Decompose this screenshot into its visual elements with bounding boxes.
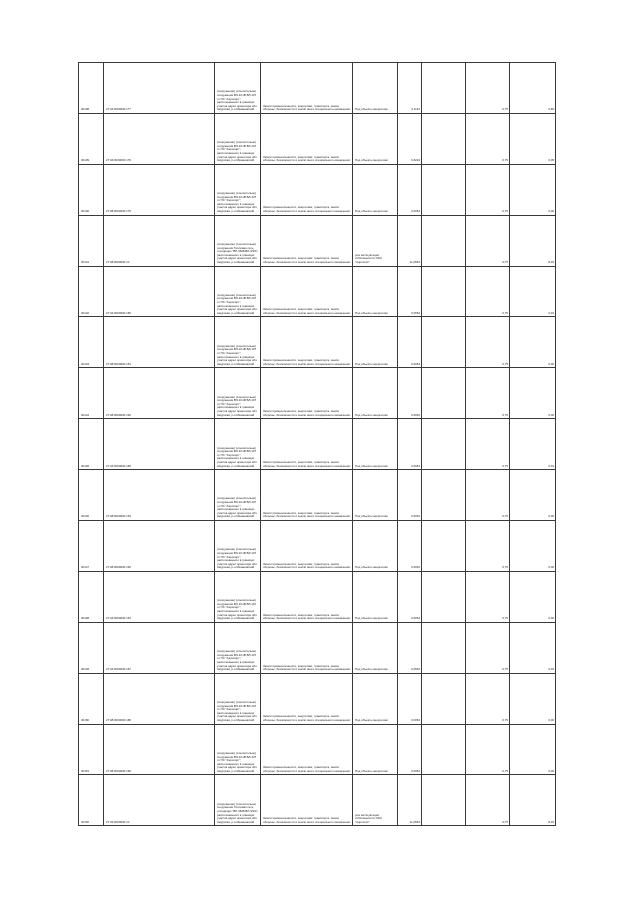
cell-row-number: 30150 <box>79 673 104 724</box>
cell-object-description: (сооружение) (относительно) сооружения ВЛ-10 кВ ВЛ-107 от ПС "Аэропорт", расположенного в границах участка адрес ориентира обл. Амурская, р-н Мазановский <box>215 470 261 521</box>
cell-empty <box>422 63 466 114</box>
cell-cadastral-number: 27:08:0000000:179 <box>104 164 215 215</box>
cell-permitted-use: Под объекты энергетики <box>353 571 398 622</box>
cell-rate: 0,75 <box>466 164 510 215</box>
cell-object-description: (сооружение) (относительно) сооружения ВЛ-10 кВ ВЛ-107 от ПС "Аэропорт", расположенного в границах участка адрес ориентира обл. Амурская, р-н Мазановский <box>215 724 261 775</box>
table-row <box>79 164 556 215</box>
cell-rate: 0,75 <box>466 113 510 164</box>
cell-area: 0,0054 <box>398 724 422 775</box>
cell-land-category: Земли промышленности, энергетики, транспорта, земли обороны, безопасности и земли иного специального назначения <box>261 673 353 724</box>
cell-sum: 0,04 <box>510 266 556 317</box>
cell-row-number: 30141 <box>79 215 104 266</box>
cell-row-number: 30139 <box>79 113 104 164</box>
table-body <box>79 63 556 826</box>
table-row <box>79 521 556 572</box>
cell-rate: 0,75 <box>466 419 510 470</box>
cell-empty <box>422 266 466 317</box>
table-row <box>79 673 556 724</box>
cell-sum: 0,00 <box>510 368 556 419</box>
cell-cadastral-number: 27:08:0000000:154 <box>104 470 215 521</box>
cell-empty <box>422 571 466 622</box>
cell-empty <box>422 419 466 470</box>
cell-object-description: (сооружение) (относительно) сооружения Тепловая сеть, отходящих "ВЛ-35кВ ВЛ-3/3/4", расположенного в границах участка адрес ориентира обл. Амурская, р-н Мазановский <box>215 775 261 826</box>
cell-permitted-use: Под объекты энергетики <box>353 164 398 215</box>
cell-permitted-use: Под объекты энергетики <box>353 419 398 470</box>
cell-object-description: (сооружение) (относительно) сооружения ВЛ-10 кВ ВЛ-107 от ПС "Аэропорт", расположенного в границах участка адрес ориентира обл. Амурская, р-н Мазановский <box>215 63 261 114</box>
cell-object-description: (сооружение) (относительно) сооружения ВЛ-10 кВ ВЛ-107 от ПС "Аэропорт", расположенного в границах участка адрес ориентира обл. Амурская, р-н Мазановский <box>215 164 261 215</box>
cell-row-number: 30143 <box>79 317 104 368</box>
cell-cadastral-number: 27:04:0000000:148 <box>104 419 215 470</box>
cell-permitted-use: для эксплуатации собственности ОАО "Аэропорт" <box>353 775 398 826</box>
cell-rate: 0,75 <box>466 368 510 419</box>
table-row <box>79 622 556 673</box>
land-plots-table <box>78 62 556 826</box>
cell-land-category: Земли промышленности, энергетики, транспорта, земли обороны, безопасности и земли иного специального назначения <box>261 470 353 521</box>
table-row <box>79 317 556 368</box>
cell-land-category: Земли промышленности, энергетики, транспорта, земли обороны, безопасности и земли иного специального назначения <box>261 419 353 470</box>
table-row <box>79 571 556 622</box>
cell-land-category: Земли промышленности, энергетики, транспорта, земли обороны, безопасности и земли иного специального назначения <box>261 775 353 826</box>
cell-sum: 0,00 <box>510 724 556 775</box>
table-row <box>79 368 556 419</box>
cell-land-category: Земли промышленности, энергетики, транспорта, земли обороны, безопасности и земли иного специального назначения <box>261 724 353 775</box>
cell-permitted-use: Под объекты энергетики <box>353 724 398 775</box>
cell-object-description: (сооружение) (относительно) сооружения ВЛ-10 кВ ВЛ-107 от ПС "Аэропорт", расположенного в границах участка адрес ориентира обл. Амурская, р-н Мазановский <box>215 622 261 673</box>
cell-sum: 0,05 <box>510 113 556 164</box>
cell-cadastral-number: 27:04:0000000:164 <box>104 571 215 622</box>
cell-rate: 0,75 <box>466 521 510 572</box>
cell-empty <box>422 724 466 775</box>
cell-cadastral-number: 27:08:0000000:151 <box>104 317 215 368</box>
cell-row-number: 30147 <box>79 521 104 572</box>
cell-land-category: Земли промышленности, энергетики, транспорта, земли обороны, безопасности и земли иного специального назначения <box>261 266 353 317</box>
cell-sum: 0,00 <box>510 470 556 521</box>
cell-object-description: (сооружение) (относительно) сооружения ВЛ-10 кВ ВЛ-107 от ПС "Аэропорт", расположенного в границах участка адрес ориентира обл. Амурская, р-н Мазановский <box>215 419 261 470</box>
cell-area: 0,0054 <box>398 470 422 521</box>
cell-empty <box>422 521 466 572</box>
cell-sum: 8,29 <box>510 775 556 826</box>
cell-cadastral-number: 27:08:0000000:169 <box>104 724 215 775</box>
cell-land-category: Земли промышленности, энергетики, транспорта, земли обороны, безопасности и земли иного специального назначения <box>261 368 353 419</box>
cell-permitted-use: Под объекты энергетики <box>353 113 398 164</box>
cell-sum: 0,00 <box>510 521 556 572</box>
cell-row-number: 30152 <box>79 775 104 826</box>
cell-row-number: 30151 <box>79 724 104 775</box>
cell-rate: 0,75 <box>466 673 510 724</box>
cell-empty <box>422 164 466 215</box>
cell-object-description: (сооружение) (относительно) сооружения ВЛ-10 кВ ВЛ-107 от ПС "Аэропорт", расположенного в границах участка адрес ориентира обл. Амурская, р-н Мазановский <box>215 113 261 164</box>
cell-cadastral-number: 27:04:0000000:167 <box>104 622 215 673</box>
cell-cadastral-number: 27:04:0000000:177 <box>104 63 215 114</box>
cell-row-number: 30144 <box>79 368 104 419</box>
cell-area: 0,1144 <box>398 63 422 114</box>
cell-empty <box>422 622 466 673</box>
cell-row-number: 30142 <box>79 266 104 317</box>
cell-permitted-use: Под объекты энергетики <box>353 266 398 317</box>
cell-empty <box>422 470 466 521</box>
cell-rate: 0,75 <box>466 724 510 775</box>
cell-object-description: (сооружение) (относительно) сооружения Тепловая сеть, отходящих "ВЛ-35кВ ВЛ-3/3/4", расположенного в границах участка адрес ориентира обл. Амурская, р-н Мазановский <box>215 215 261 266</box>
table-row <box>79 724 556 775</box>
cell-rate: 0,75 <box>466 775 510 826</box>
cell-cadastral-number: 27:08:0000000:160 <box>104 521 215 572</box>
cell-area: 0,6224 <box>398 113 422 164</box>
cell-area: 0,0554 <box>398 266 422 317</box>
cell-object-description: (сооружение) (относительно) сооружения ВЛ-10 кВ ВЛ-107 от ПС "Аэропорт", расположенного в границах участка адрес ориентира обл. Амурская, р-н Мазановский <box>215 266 261 317</box>
cell-empty <box>422 673 466 724</box>
table-row <box>79 266 556 317</box>
cell-sum: 0,00 <box>510 571 556 622</box>
cell-row-number: 30146 <box>79 470 104 521</box>
cell-land-category: Земли промышленности, энергетики, транспорта, земли обороны, безопасности и земли иного специального назначения <box>261 164 353 215</box>
cell-area: 0,0554 <box>398 622 422 673</box>
cell-sum: 0,04 <box>510 622 556 673</box>
cell-area: 0,0054 <box>398 571 422 622</box>
cell-cadastral-number: 27:08:0000000:162 <box>104 368 215 419</box>
cell-rate: 0,75 <box>466 317 510 368</box>
cell-empty <box>422 113 466 164</box>
cell-permitted-use: Под объекты энергетики <box>353 63 398 114</box>
cell-permitted-use: Под объекты энергетики <box>353 368 398 419</box>
cell-empty <box>422 317 466 368</box>
cell-row-number: 30140 <box>79 164 104 215</box>
cell-permitted-use: Под объекты энергетики <box>353 317 398 368</box>
cell-rate: 0,75 <box>466 622 510 673</box>
cell-empty <box>422 775 466 826</box>
cell-area: 0,0054 <box>398 673 422 724</box>
cell-row-number: 30145 <box>79 419 104 470</box>
cell-empty <box>422 215 466 266</box>
table-row <box>79 63 556 114</box>
cell-rate: 0,75 <box>466 470 510 521</box>
cell-area: 0,0054 <box>398 317 422 368</box>
cell-permitted-use: Под объекты энергетики <box>353 470 398 521</box>
cell-permitted-use: Под объекты энергетики <box>353 622 398 673</box>
cell-land-category: Земли промышленности, энергетики, транспорта, земли обороны, безопасности и земли иного специального назначения <box>261 113 353 164</box>
table-row <box>79 215 556 266</box>
cell-sum: 0,04 <box>510 419 556 470</box>
cell-permitted-use: для эксплуатации собственности ОАО "Аэропорт" <box>353 215 398 266</box>
cell-sum: 0,86 <box>510 63 556 114</box>
cell-area: 0,0054 <box>398 419 422 470</box>
cell-rate: 0,75 <box>466 215 510 266</box>
cell-land-category: Земли промышленности, энергетики, транспорта, земли обороны, безопасности и земли иного специального назначения <box>261 63 353 114</box>
cell-area: 11,0554 <box>398 215 422 266</box>
cell-land-category: Земли промышленности, энергетики, транспорта, земли обороны, безопасности и земли иного специального назначения <box>261 571 353 622</box>
cell-cadastral-number: 27:04:0000000:10 <box>104 775 215 826</box>
cell-area: 0,0054 <box>398 368 422 419</box>
table-row <box>79 419 556 470</box>
cell-land-category: Земли промышленности, энергетики, транспорта, земли обороны, безопасности и земли иного специального назначения <box>261 521 353 572</box>
cell-cadastral-number: 27:08:0000000:10 <box>104 215 215 266</box>
cell-area: 11,0554 <box>398 775 422 826</box>
cell-object-description: (сооружение) (относительно) сооружения ВЛ-10 кВ ВЛ-107 от ПС "Аэропорт", расположенного в границах участка адрес ориентира обл. Амурская, р-н Мазановский <box>215 317 261 368</box>
cell-rate: 0,75 <box>466 571 510 622</box>
cell-area: 0,0054 <box>398 164 422 215</box>
cell-sum: 8,29 <box>510 215 556 266</box>
cell-row-number: 30148 <box>79 571 104 622</box>
cell-rate: 0,75 <box>466 63 510 114</box>
table-row <box>79 470 556 521</box>
cell-permitted-use: Под объекты энергетики <box>353 673 398 724</box>
cell-row-number: 30138 <box>79 63 104 114</box>
cell-row-number: 30149 <box>79 622 104 673</box>
table-row <box>79 113 556 164</box>
cell-rate: 0,75 <box>466 266 510 317</box>
cell-object-description: (сооружение) (относительно) сооружения ВЛ-10 кВ ВЛ-107 от ПС "Аэропорт", расположенного в границах участка адрес ориентира обл. Амурская, р-н Мазановский <box>215 521 261 572</box>
cell-area: 0,0054 <box>398 521 422 572</box>
cell-sum: 0,00 <box>510 317 556 368</box>
cell-object-description: (сооружение) (относительно) сооружения ВЛ-10 кВ ВЛ-107 от ПС "Аэропорт", расположенного в границах участка адрес ориентира обл. Амурская, р-н Мазановский <box>215 571 261 622</box>
cell-cadastral-number: 27:08:0000000:168 <box>104 673 215 724</box>
cell-land-category: Земли промышленности, энергетики, транспорта, земли обороны, безопасности и земли иного специального назначения <box>261 215 353 266</box>
cell-cadastral-number: 27:04:0000000:150 <box>104 266 215 317</box>
table-row <box>79 775 556 826</box>
cell-cadastral-number: 27:04:0000000:179 <box>104 113 215 164</box>
cell-object-description: (сооружение) (относительно) сооружения ВЛ-10 кВ ВЛ-107 от ПС "Аэропорт", расположенного в границах участка адрес ориентира обл. Амурская, р-н Мазановский <box>215 368 261 419</box>
cell-sum: 0,00 <box>510 673 556 724</box>
cell-land-category: Земли промышленности, энергетики, транспорта, земли обороны, безопасности и земли иного специального назначения <box>261 622 353 673</box>
cell-empty <box>422 368 466 419</box>
cell-object-description: (сооружение) (относительно) сооружения ВЛ-10 кВ ВЛ-107 от ПС "Аэропорт", расположенного в границах участка адрес ориентира обл. Амурская, р-н Мазановский <box>215 673 261 724</box>
cell-permitted-use: Под объекты энергетики <box>353 521 398 572</box>
cell-land-category: Земли промышленности, энергетики, транспорта, земли обороны, безопасности и земли иного специального назначения <box>261 317 353 368</box>
cell-sum: 0,00 <box>510 164 556 215</box>
